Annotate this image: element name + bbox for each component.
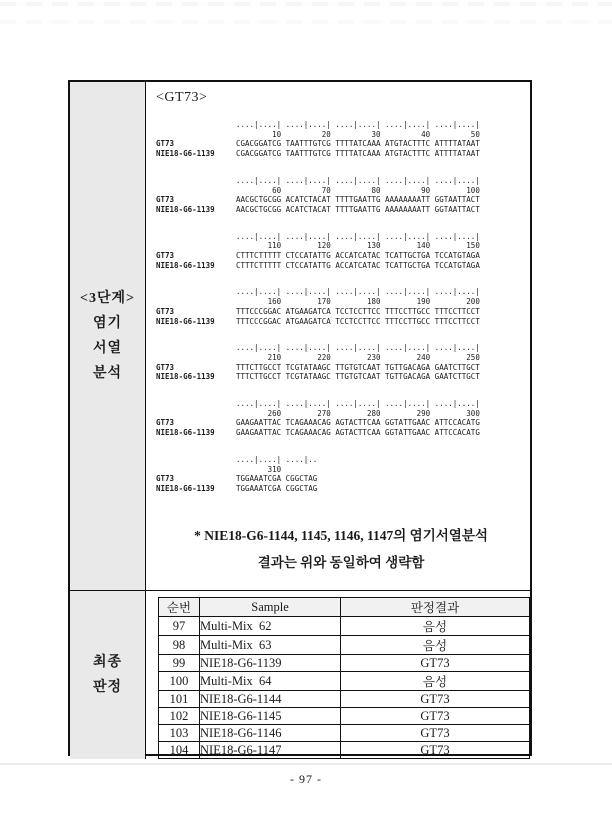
scan-artifact-top (0, 2, 612, 6)
seq-position-numbers: 260 270 280 290 300 (236, 408, 480, 418)
sequence-block-1 (156, 120, 526, 159)
cell-number: 102 (159, 708, 200, 725)
seq-bases: TTTCTTGCCT TCGTATAAGC TTGTGTCAAT TGTTGACAGA GAATCTTGCT (236, 372, 480, 382)
seq-bases: AACGCTGCGG ACATCTACAT TTTTGAATTG AAAAAAAATT GGTAATTACT (236, 195, 480, 205)
gt73-heading: <GT73> (156, 90, 208, 105)
seq-row-label (156, 343, 236, 353)
seq-ruler: ....|....| ....|....| ....|....| ....|....| ....|....| (236, 343, 480, 353)
cell-sample: Multi-Mix 64 (200, 672, 341, 691)
seq-bases: CTTTCTTTTT CTCCATATTG ACCATCATAC TCATTGCTGA TCCATGTAGA (236, 260, 480, 270)
final-row-label-cell (70, 590, 146, 759)
cell-sample: Multi-Mix 62 (200, 617, 341, 636)
cell-sample: NIE18-G6-1144 (200, 691, 341, 708)
cell-result: GT73 (341, 691, 530, 708)
seq-position-numbers: 160 170 180 190 200 (236, 297, 480, 307)
seq-ruler: ....|....| ....|....| ....|....| ....|....| ....|....| (236, 287, 480, 297)
seq-row-label: GT73 (156, 362, 175, 372)
seq-bases: TGGAAATCGA CGGCTAG (236, 474, 318, 484)
seq-row-label (156, 130, 236, 140)
seq-row-label: GT73 (156, 474, 175, 484)
cell-sample: NIE18-G6-1145 (200, 708, 341, 725)
seq-row-label (156, 176, 236, 186)
table-row (159, 655, 530, 672)
seq-row-label: GT73 (156, 251, 175, 261)
seq-bases: CGACGGATCG TAATTTGTCG TTTTATCAAA ATGTACTTTC ATTTTATAAT (236, 149, 480, 159)
seq-row-label: NIE18-G6-1139 (156, 372, 215, 382)
omission-note-line2: 결과는 위와 동일하여 생략함 (257, 554, 425, 570)
page-number: - 97 - (290, 772, 322, 786)
cell-result: 음성 (341, 617, 530, 636)
seq-ruler: ....|....| ....|.. (236, 454, 318, 464)
seq-position-numbers: 310 (236, 464, 282, 474)
judgment-table-header-row (159, 598, 530, 617)
seq-bases: TTTCCCGGAC ATGAAGATCA TCCTCCTTCC TTTCCTTGCC TTTCCTTCCT (236, 316, 480, 326)
table-row (159, 672, 530, 691)
seq-bases: GAAGAATTAC TCAGAAACAG AGTACTTCAA GGTATTGAAC ATTCCACATG (236, 418, 480, 428)
seq-row-label: NIE18-G6-1139 (156, 149, 215, 159)
cell-sample: Multi-Mix 63 (200, 636, 341, 655)
cell-number: 103 (159, 725, 200, 742)
final-label-line: 최종 (92, 655, 123, 670)
table-row (159, 708, 530, 725)
scan-artifact-line (0, 763, 612, 765)
seq-row-label (156, 409, 236, 419)
cell-result: GT73 (341, 742, 530, 759)
seq-row-label (156, 241, 236, 251)
seq-row-label: NIE18-G6-1139 (156, 204, 215, 214)
cell-number: 98 (159, 636, 200, 655)
seq-bases: CTTTCTTTTT CTCCATATTG ACCATCATAC TCATTGCTGA TCCATGTAGA (236, 251, 480, 261)
sequence-analysis-cell (146, 82, 530, 590)
final-label-line: 판정 (92, 680, 123, 695)
cell-result: 음성 (341, 672, 530, 691)
judgment-table (158, 597, 530, 759)
scan-artifact-top-2 (0, 20, 612, 24)
cell-result: 음성 (341, 636, 530, 655)
seq-row-label (156, 186, 236, 196)
cell-result: GT73 (341, 725, 530, 742)
seq-position-numbers: 110 120 130 140 150 (236, 241, 480, 251)
cell-number: 100 (159, 672, 200, 691)
report-table (68, 80, 532, 756)
seq-ruler: ....|....| ....|....| ....|....| ....|....| ....|....| (236, 231, 480, 241)
seq-row-label (156, 287, 236, 297)
sequence-block-5 (156, 343, 526, 382)
seq-row-label: NIE18-G6-1139 (156, 316, 215, 326)
stage3-label-line: 염기 (92, 316, 123, 331)
seq-row-label: NIE18-G6-1139 (156, 428, 215, 438)
seq-row-label (156, 455, 236, 465)
header-sample: Sample (200, 598, 341, 617)
seq-row-label: GT73 (156, 139, 175, 149)
stage3-label-line: 분석 (92, 366, 123, 381)
sequence-block-7 (156, 455, 526, 494)
header-number: 순번 (159, 598, 200, 617)
seq-bases: GAAGAATTAC TCAGAAACAG AGTACTTCAA GGTATTGAAC ATTCCACATG (236, 428, 480, 438)
stage3-label-line: 서열 (92, 341, 123, 356)
table-row (159, 691, 530, 708)
seq-row-label (156, 232, 236, 242)
cell-sample: NIE18-G6-1147 (200, 742, 341, 759)
header-result: 판정결과 (341, 598, 530, 617)
sequence-block-2 (156, 176, 526, 215)
seq-position-numbers: 10 20 30 40 50 (236, 129, 480, 139)
table-row (159, 725, 530, 742)
sequence-block-6 (156, 399, 526, 438)
sequence-block-4 (156, 287, 526, 326)
seq-ruler: ....|....| ....|....| ....|....| ....|....| ....|....| (236, 175, 480, 185)
cell-result: GT73 (341, 655, 530, 672)
seq-row-label (156, 297, 236, 307)
final-judgment-cell (146, 590, 530, 759)
seq-row-label: GT73 (156, 306, 175, 316)
seq-position-numbers: 60 70 80 90 100 (236, 185, 480, 195)
seq-ruler: ....|....| ....|....| ....|....| ....|....| ....|....| (236, 120, 480, 129)
seq-row-label: NIE18-G6-1139 (156, 260, 215, 270)
cell-number: 97 (159, 617, 200, 636)
seq-bases: TGGAAATCGA CGGCTAG (236, 483, 318, 493)
seq-row-label: GT73 (156, 195, 175, 205)
seq-bases: TTTCTTGCCT TCGTATAAGC TTGTGTCAAT TGTTGACAGA GAATCTTGCT (236, 362, 480, 372)
table-row (159, 617, 530, 636)
seq-row-label (156, 353, 236, 363)
stage3-row-label-cell (70, 82, 146, 590)
cell-number: 104 (159, 742, 200, 759)
stage3-label-line: <3단계> (79, 291, 135, 306)
seq-row-label: NIE18-G6-1139 (156, 483, 215, 493)
seq-row-label (156, 465, 236, 475)
seq-row-label (156, 120, 236, 130)
omission-note-line1: * NIE18-G6-1144, 1145, 1146, 1147의 염기서열분석 (194, 527, 488, 543)
seq-row-label: GT73 (156, 418, 175, 428)
seq-ruler: ....|....| ....|....| ....|....| ....|....| ....|....| (236, 399, 480, 409)
seq-position-numbers: 210 220 230 240 250 (236, 352, 480, 362)
cell-number: 99 (159, 655, 200, 672)
table-row (159, 636, 530, 655)
seq-bases: AACGCTGCGG ACATCTACAT TTTTGAATTG AAAAAAAATT GGTAATTACT (236, 204, 480, 214)
seq-row-label (156, 399, 236, 409)
sequence-block-3 (156, 232, 526, 271)
omission-note (156, 522, 526, 576)
cell-sample: NIE18-G6-1139 (200, 655, 341, 672)
seq-bases: CGACGGATCG TAATTTGTCG TTTTATCAAA ATGTACTTTC ATTTTATAAT (236, 139, 480, 149)
cell-sample: NIE18-G6-1146 (200, 725, 341, 742)
cell-result: GT73 (341, 708, 530, 725)
cell-number: 101 (159, 691, 200, 708)
table-row (159, 742, 530, 759)
seq-bases: TTTCCCGGAC ATGAAGATCA TCCTCCTTCC TTTCCTTGCC TTTCCTTCCT (236, 306, 480, 316)
